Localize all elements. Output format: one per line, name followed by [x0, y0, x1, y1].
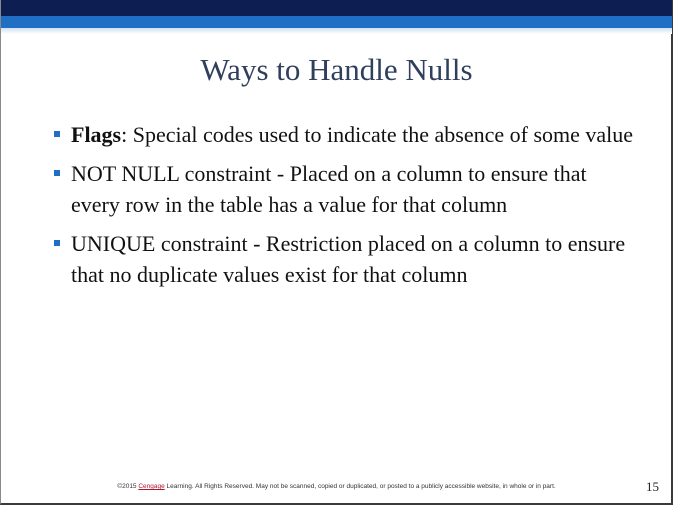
bullet-item-not-null: [54, 158, 634, 220]
slide-title: Ways to Handle Nulls: [200, 52, 473, 87]
bullet-list: [54, 119, 634, 298]
bullet-text: UNIQUE constraint - Restriction placed on a column to ensure that no duplicate values exist for that column: [71, 231, 626, 287]
bullet-text: : Special codes used to indicate the absence of some value: [121, 122, 634, 147]
bullet-item-flags: [54, 119, 634, 150]
header-bar-dark: [1, 0, 672, 16]
bullet-marker-icon: [54, 131, 60, 137]
bullet-term: Flags: [71, 122, 122, 147]
header-bar-blue: [1, 16, 672, 28]
bullet-marker-icon: [54, 240, 60, 246]
copyright-footer: [1, 483, 672, 490]
footer-suffix: Learning. All Rights Reserved. May not be scanned, copied or duplicated, or posted to a publicly accessible website, in whole or in part.: [164, 483, 556, 490]
footer-prefix: ©2015: [117, 483, 139, 490]
page-number: 15: [646, 479, 659, 494]
bullet-marker-icon: [54, 170, 60, 176]
bullet-item-unique: [54, 228, 634, 290]
header-bar-fade: [1, 28, 672, 34]
bullet-text: NOT NULL constraint - Placed on a column to ensure that every row in the table has a value for that column: [71, 161, 587, 217]
footer-brand: Cengage: [138, 483, 165, 490]
